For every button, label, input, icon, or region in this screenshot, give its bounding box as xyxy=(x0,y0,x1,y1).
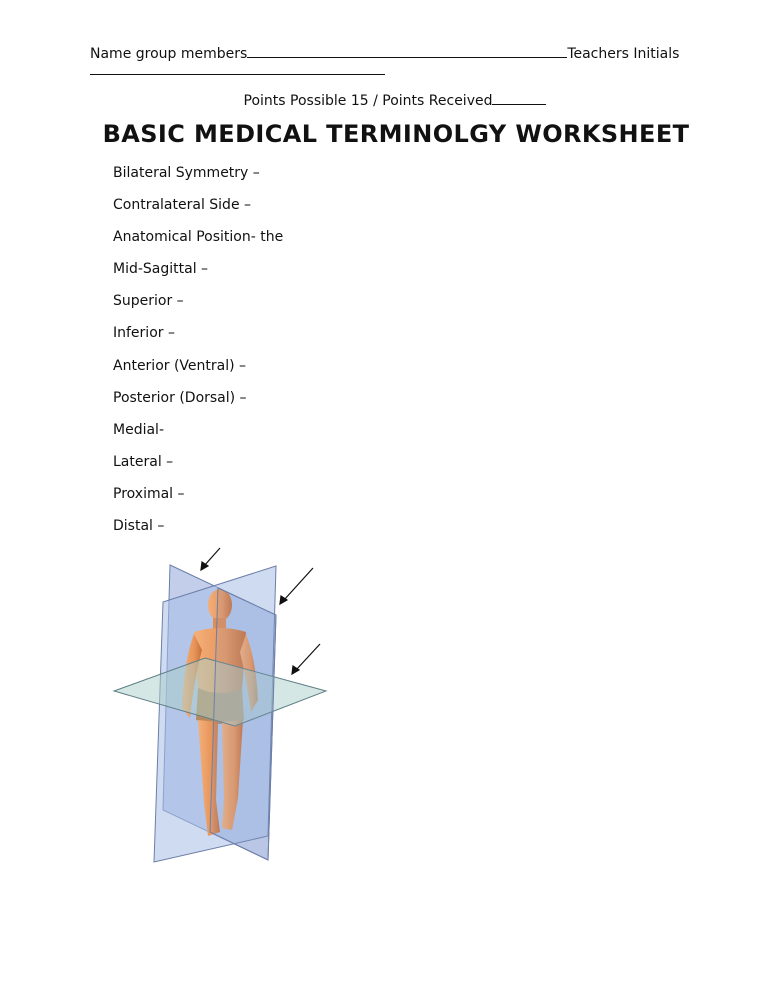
teachers-initials-blank[interactable] xyxy=(90,74,385,75)
teachers-initials-label: Teachers Initials xyxy=(567,46,680,62)
worksheet-title: BASIC MEDICAL TERMINOLGY WORKSHEET xyxy=(102,120,690,148)
term-item: Proximal – xyxy=(113,485,185,502)
term-item: Anterior (Ventral) – xyxy=(113,357,247,374)
points-line xyxy=(0,90,768,109)
anatomical-planes-figure xyxy=(108,540,408,870)
term-item: Superior – xyxy=(113,293,184,310)
frontal-plane-front xyxy=(210,588,276,860)
term-item: Inferior – xyxy=(113,325,175,342)
points-label: Points Possible 15 / Points Received xyxy=(243,93,493,109)
name-group-members-label: Name group members xyxy=(90,46,248,62)
term-item: Bilateral Symmetry – xyxy=(113,165,260,181)
term-item: Lateral – xyxy=(113,453,174,470)
name-blank[interactable] xyxy=(247,43,567,58)
term-item: Anatomical Position- the xyxy=(113,229,284,246)
term-item: Mid-Sagittal – xyxy=(113,261,209,278)
terms-list xyxy=(113,163,283,548)
term-item: Posterior (Dorsal) – xyxy=(113,389,247,406)
term-item: Medial- xyxy=(113,421,164,438)
term-item: Contralateral Side – xyxy=(113,197,252,214)
points-received-blank[interactable] xyxy=(492,90,546,105)
term-item: Distal – xyxy=(113,518,165,535)
name-group-members-line xyxy=(90,43,679,62)
